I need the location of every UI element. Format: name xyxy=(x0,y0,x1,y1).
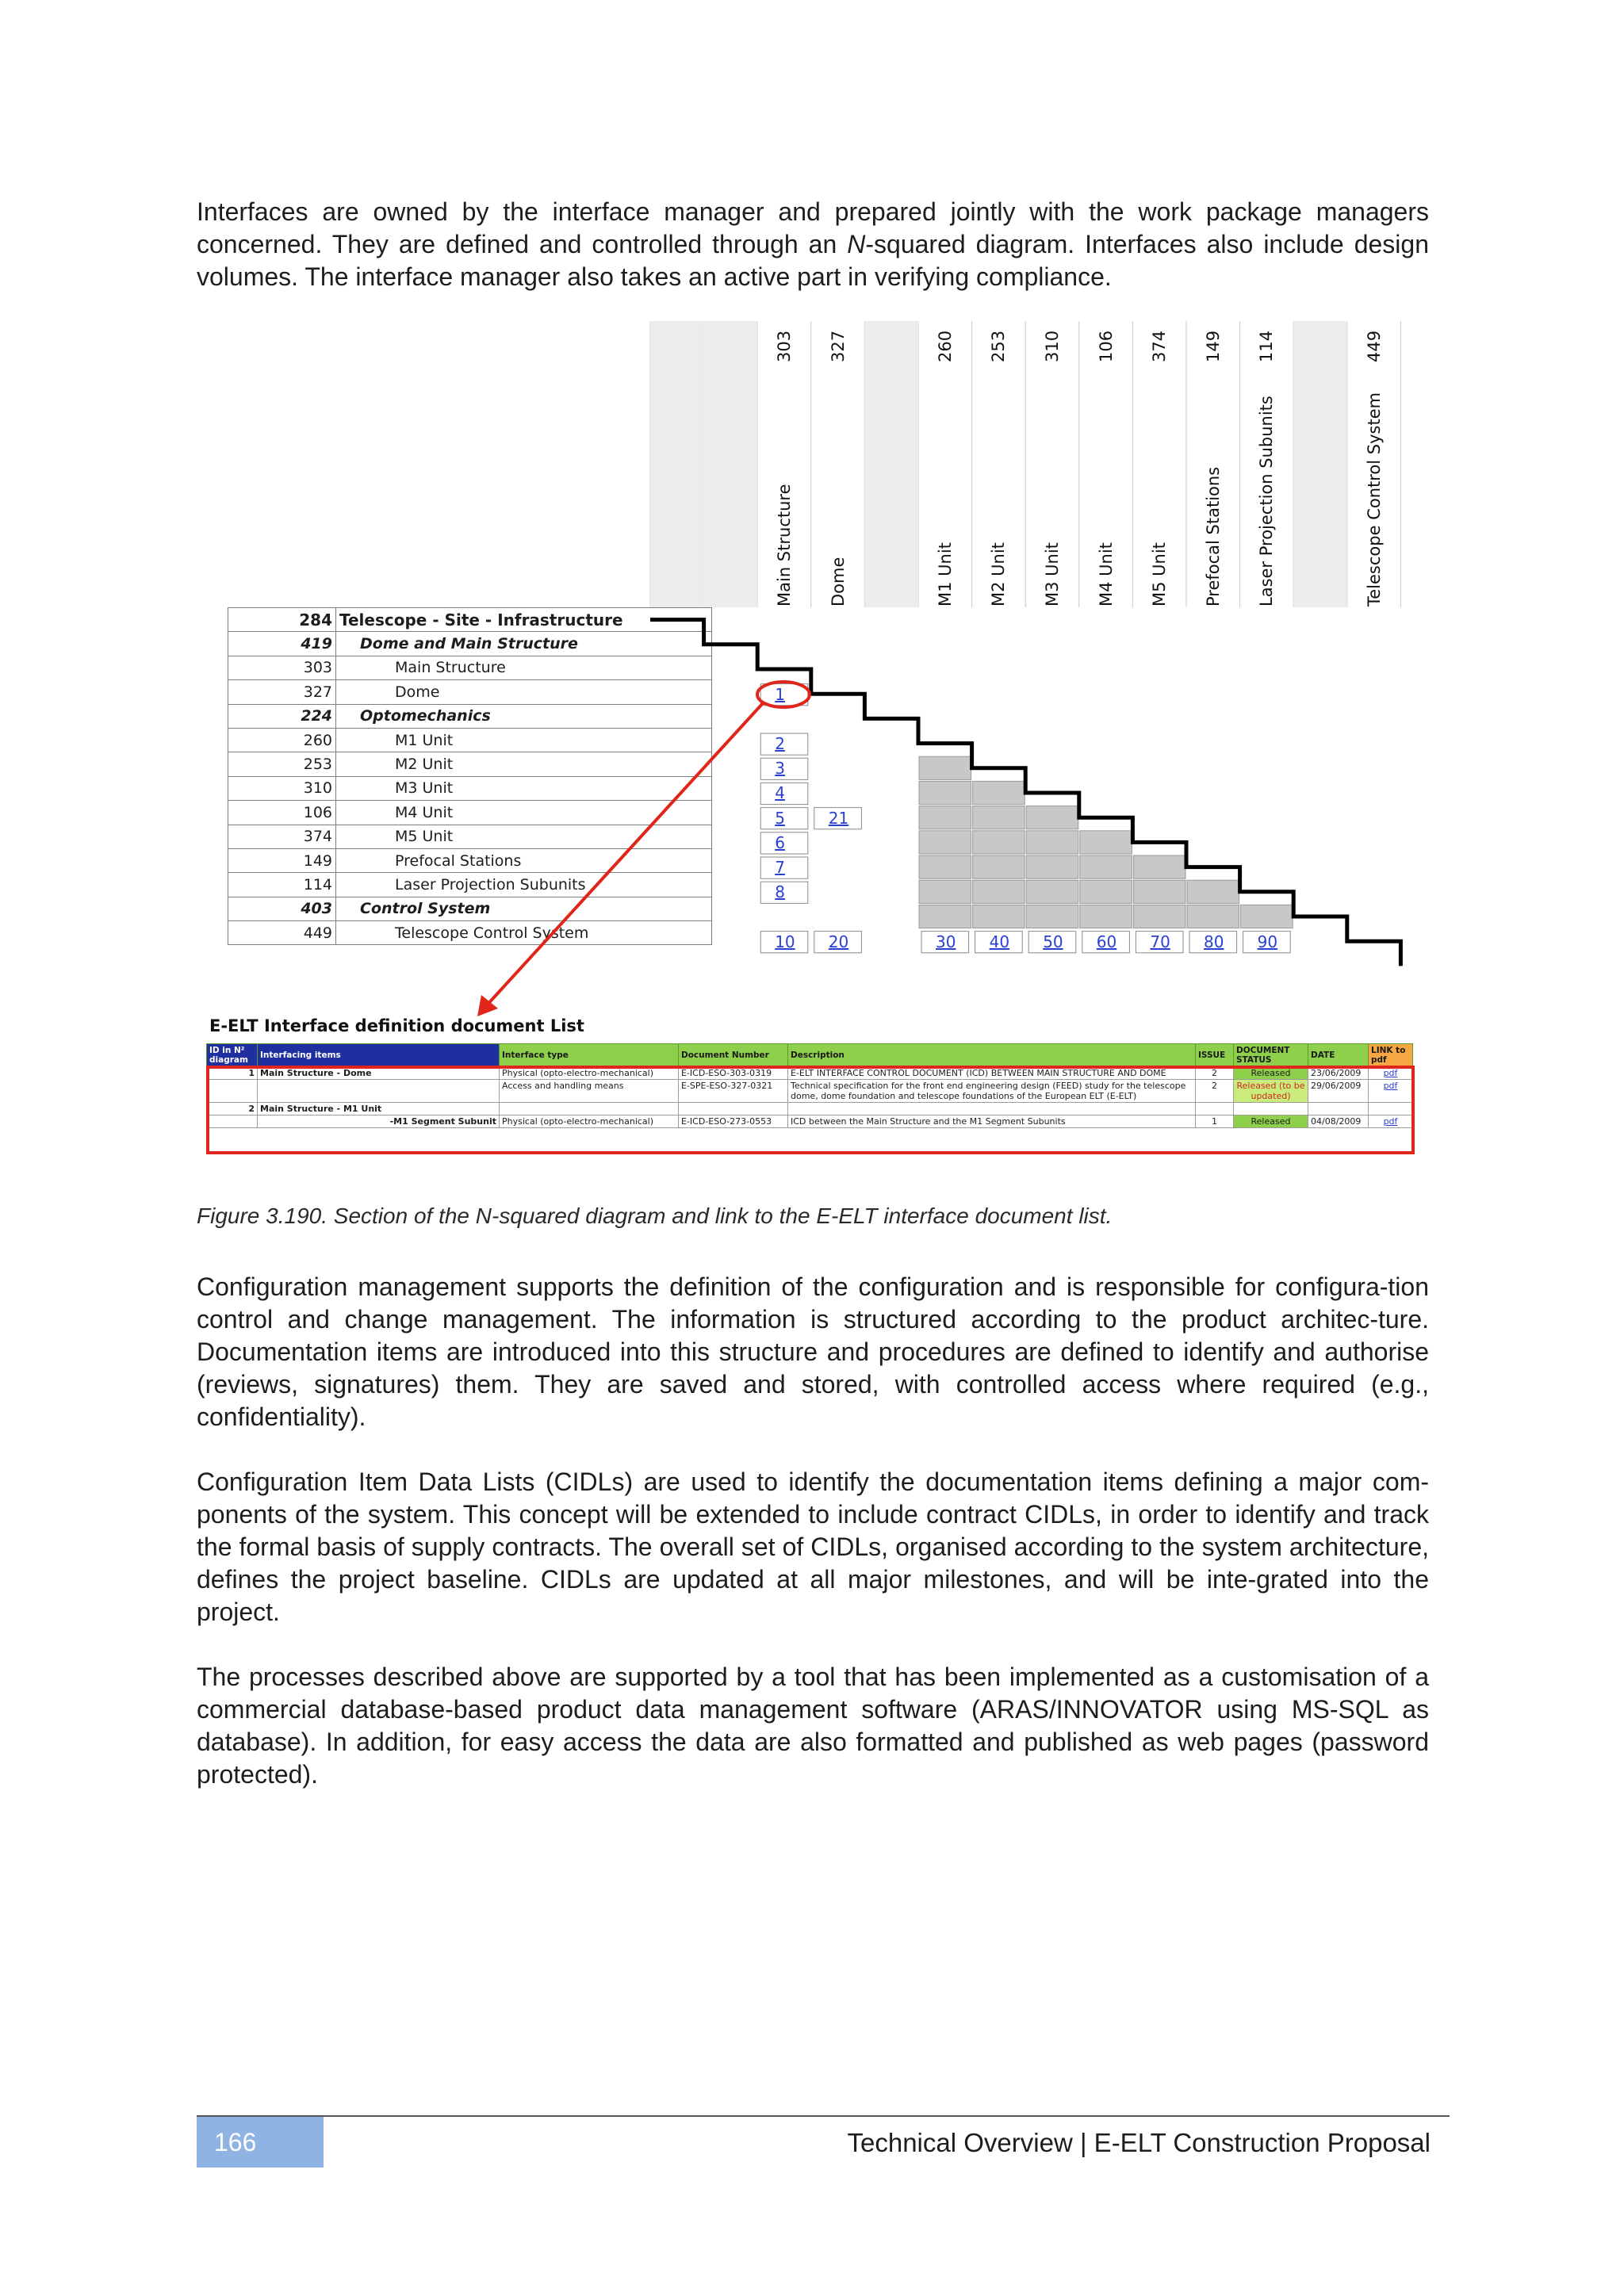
column-number: 303 xyxy=(775,330,794,362)
pdf-link[interactable]: pdf xyxy=(1369,1115,1413,1128)
pdf-link[interactable]: pdf xyxy=(1369,1080,1413,1103)
config-management-paragraph: Configuration management supports the definition of the configuration and is responsible for configura-tion control and change management. The information is structured according to the product architec-ture. Documentation items are introduced into this structure and procedures are defined to identify and authorise (reviews, signatures) them. They are saved and stored, with controlled access where required (e.g., confidentiality). xyxy=(197,1272,1429,1431)
page-number: 166 xyxy=(197,2117,324,2168)
doc-list-cell: 2 xyxy=(1196,1067,1234,1080)
interface-number[interactable]: 60 xyxy=(1096,932,1117,951)
interface-number[interactable]: 10 xyxy=(775,932,795,951)
row-name: Dome xyxy=(336,680,712,704)
row-name: M5 Unit xyxy=(336,825,712,848)
highlight-ellipse xyxy=(757,682,810,707)
row-id: 253 xyxy=(228,752,336,776)
row-id: 310 xyxy=(228,776,336,800)
row-id: 419 xyxy=(228,632,336,656)
column-label: M3 Unit xyxy=(1043,542,1062,607)
doc-list-cell: Physical (opto-electro-mechanical) xyxy=(500,1067,679,1080)
row-name: Telescope Control System xyxy=(336,921,712,945)
row-id: 224 xyxy=(228,704,336,728)
doc-list-cell: Released xyxy=(1234,1067,1308,1080)
interface-number[interactable]: 40 xyxy=(989,932,1010,951)
row-name: Main Structure xyxy=(336,656,712,679)
doc-list-header[interactable]: LINK to pdf xyxy=(1369,1044,1413,1067)
doc-list-cell: 23/06/2009 xyxy=(1308,1067,1369,1080)
doc-list-cell: E-SPE-ESO-327-0321 xyxy=(679,1080,788,1103)
doc-list-cell: ICD between the Main Structure and the M1 Segment Subunits xyxy=(788,1115,1196,1128)
row-name: Optomechanics xyxy=(336,704,712,728)
column-number: 310 xyxy=(1043,330,1062,362)
doc-list-cell: Main Structure - Dome xyxy=(258,1067,500,1080)
doc-list-cell: 1 xyxy=(207,1067,258,1080)
pdf-link[interactable]: pdf xyxy=(1369,1067,1413,1080)
doc-list-title: E-ELT Interface definition document List xyxy=(209,1016,584,1035)
doc-list-header[interactable]: Interfacing items xyxy=(258,1044,500,1067)
tool-paragraph: The processes described above are supported by a tool that has been implemented as a customisation of a commercial database-based product data management software (ARAS/INNOVATOR using MS-SQL as database). In addition, for easy access the data are also formatted and published as web pages (password protected). xyxy=(197,1663,1429,1789)
row-name: M4 Unit xyxy=(336,801,712,825)
doc-list-header[interactable]: Document Number xyxy=(679,1044,788,1067)
row-name: M1 Unit xyxy=(336,728,712,752)
column-label: M2 Unit xyxy=(989,542,1009,607)
interface-number[interactable]: 21 xyxy=(828,808,849,828)
interface-number[interactable]: 80 xyxy=(1204,932,1224,951)
row-name: Prefocal Stations xyxy=(336,848,712,872)
doc-list-header[interactable]: ISSUE xyxy=(1196,1044,1234,1067)
interface-number[interactable]: 90 xyxy=(1257,932,1278,951)
column-label: M1 Unit xyxy=(935,542,955,607)
arrow-line xyxy=(485,703,763,1007)
column-number: 253 xyxy=(989,330,1009,362)
interface-number[interactable]: 2 xyxy=(775,734,785,753)
doc-list-header[interactable]: Description xyxy=(788,1044,1196,1067)
row-name: Telescope - Site - Infrastructure xyxy=(336,608,712,632)
column-label: Prefocal Stations xyxy=(1203,466,1223,607)
doc-list-cell: 2 xyxy=(207,1103,258,1115)
interface-number[interactable]: 30 xyxy=(936,932,956,951)
column-number: 449 xyxy=(1364,330,1384,362)
column-label: Laser Projection Subunits xyxy=(1257,396,1277,607)
doc-list-cell: Released (to be updated) xyxy=(1234,1080,1308,1103)
row-name: Dome and Main Structure xyxy=(336,632,712,656)
doc-list-cell: Released xyxy=(1234,1115,1308,1128)
row-name: Control System xyxy=(336,897,712,920)
column-label: Main Structure xyxy=(775,484,794,607)
footer-title: Technical Overview | E-ELT Construction Proposal xyxy=(847,2128,1431,2157)
doc-list-cell: Technical specification for the front end engineering design (FEED) study for the telescope dome, dome foundation and telescope foundations of the European ELT (E-ELT) xyxy=(788,1080,1196,1103)
column-number: 106 xyxy=(1096,330,1116,362)
interface-number[interactable]: 3 xyxy=(775,759,785,779)
doc-list-header[interactable]: Interface type xyxy=(500,1044,679,1067)
row-id: 106 xyxy=(228,801,336,825)
interface-number[interactable]: 20 xyxy=(828,932,849,951)
row-id: 449 xyxy=(228,921,336,945)
interface-number[interactable]: 8 xyxy=(775,882,785,902)
doc-list-cell: E-ICD-ESO-273-0553 xyxy=(679,1115,788,1128)
row-name: Laser Projection Subunits xyxy=(336,873,712,897)
doc-list-cell: E-ICD-ESO-303-0319 xyxy=(679,1067,788,1080)
row-id: 260 xyxy=(228,728,336,752)
column-number: 327 xyxy=(828,330,848,362)
row-id: 149 xyxy=(228,848,336,872)
intro-text-2: -squared diagram. Interfaces also include design volumes. The interface manager also takes an active part in verifying compliance. xyxy=(197,230,1430,291)
interface-number[interactable]: 5 xyxy=(775,808,785,828)
doc-list-cell: Main Structure - M1 Unit xyxy=(258,1103,500,1115)
column-number: 260 xyxy=(935,330,955,362)
interface-number[interactable]: 6 xyxy=(775,832,785,852)
doc-list-cell: 2 xyxy=(1196,1080,1234,1103)
footer-rule xyxy=(197,2115,1450,2117)
figure-caption: Figure 3.190. Section of the N-squared diagram and link to the E-ELT interface document list. xyxy=(197,1203,1113,1228)
column-number: 149 xyxy=(1203,330,1223,362)
doc-list-header[interactable]: DATE xyxy=(1308,1044,1369,1067)
row-id: 114 xyxy=(228,873,336,897)
column-label: M4 Unit xyxy=(1096,542,1116,607)
doc-list-cell: Physical (opto-electro-mechanical) xyxy=(500,1115,679,1128)
doc-list-cell: 29/06/2009 xyxy=(1308,1080,1369,1103)
interface-number[interactable]: 1 xyxy=(775,684,785,704)
doc-list-cell: Access and handling means xyxy=(500,1080,679,1103)
doc-list-cell: E-ELT INTERFACE CONTROL DOCUMENT (ICD) BETWEEN MAIN STRUCTURE AND DOME xyxy=(788,1067,1196,1080)
column-label: M5 Unit xyxy=(1150,542,1170,607)
row-id: 284 xyxy=(228,608,336,632)
row-name: M3 Unit xyxy=(336,776,712,800)
interface-document-list xyxy=(203,1016,1416,1183)
doc-list-cell: 04/08/2009 xyxy=(1308,1115,1369,1128)
row-id: 303 xyxy=(228,656,336,679)
row-id: 374 xyxy=(228,825,336,848)
column-label: Telescope Control System xyxy=(1364,392,1384,607)
interface-number[interactable]: 7 xyxy=(775,858,785,877)
doc-list-cell: -M1 Segment Subunit xyxy=(258,1115,500,1128)
row-id: 403 xyxy=(228,897,336,920)
row-name: M2 Unit xyxy=(336,752,712,776)
doc-list-cell: 1 xyxy=(1196,1115,1234,1128)
row-id: 327 xyxy=(228,680,336,704)
column-number: 114 xyxy=(1257,330,1277,362)
interface-number[interactable]: 4 xyxy=(775,783,785,803)
column-number: 374 xyxy=(1150,330,1170,362)
highlight-box xyxy=(206,1066,1415,1154)
intro-italic-n: N xyxy=(847,230,866,258)
interface-number[interactable]: 70 xyxy=(1150,932,1170,951)
interface-number[interactable]: 50 xyxy=(1043,932,1063,951)
column-label: Dome xyxy=(828,557,848,607)
cidl-paragraph: Configuration Item Data Lists (CIDLs) are used to identify the documentation items defining a major com-ponents of the system. This concept will be extended to include contract CIDLs, in order to identify and track the formal basis of supply contracts. The overall set of CIDLs, organised according to the system architecture, defines the project baseline. CIDLs are updated at all major milestones, and will be inte-grated into the project. xyxy=(197,1468,1429,1626)
doc-list-header[interactable]: ID in N² diagram xyxy=(207,1044,258,1067)
doc-list-header[interactable]: DOCUMENT STATUS xyxy=(1234,1044,1308,1067)
intro-text-1: Interfaces are owned by the interface manager and prepared jointly with the work package managers concerned. They are defined and controlled through an xyxy=(197,197,1429,258)
